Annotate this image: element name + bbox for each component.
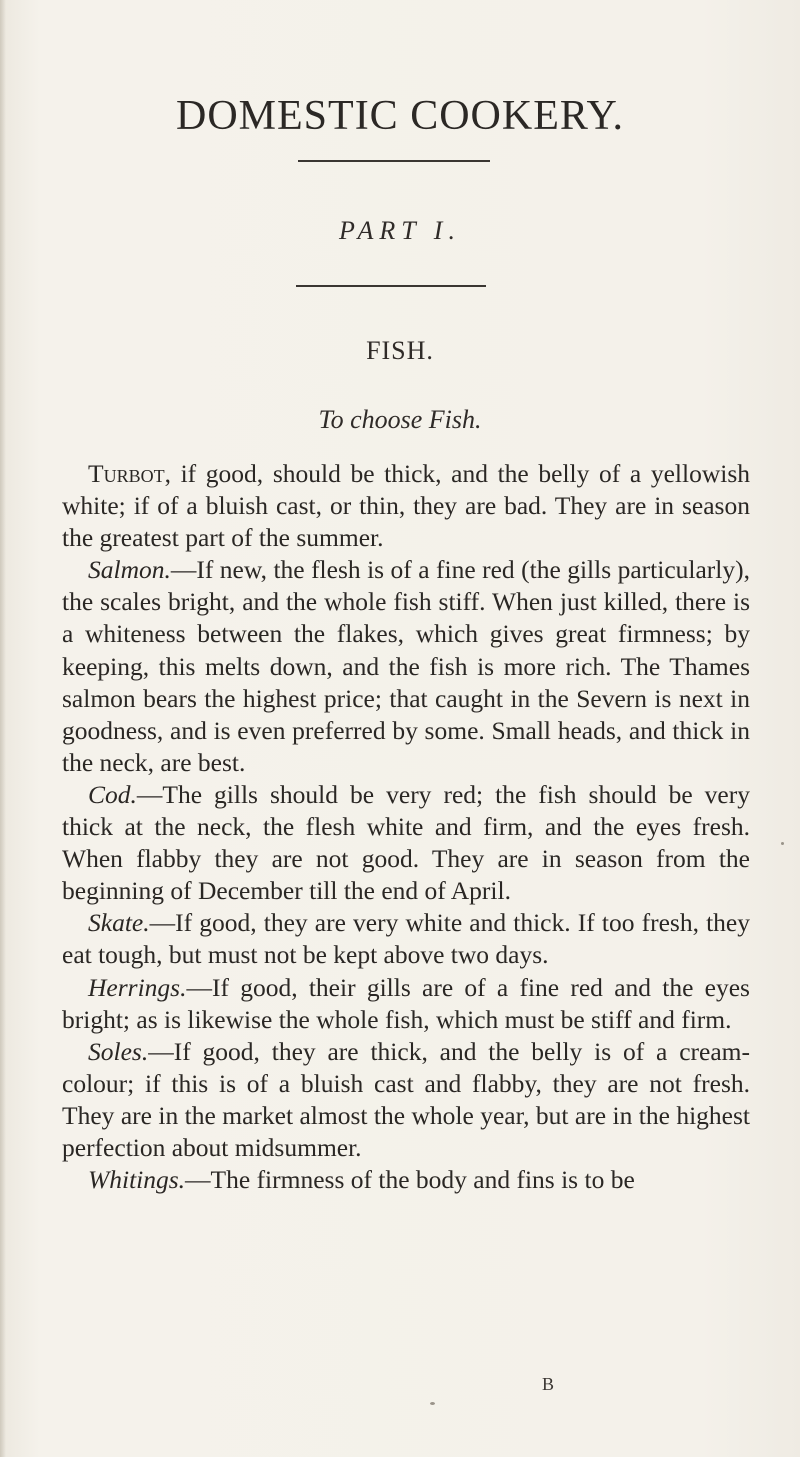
- fish-name-herrings: Herrings.: [88, 972, 187, 1002]
- fish-name-soles: Soles.: [88, 1036, 149, 1066]
- paper-speck: [430, 1402, 435, 1405]
- fish-name-cod: Cod.: [88, 779, 137, 809]
- paragraph-text: —If good, their gills are of a fine red and the eyes bright; as is likewise the whole fish, which must be stiff and firm.: [62, 972, 750, 1034]
- paragraph-skate: [62, 907, 750, 971]
- paper-speck: [781, 842, 784, 845]
- fish-name-whitings: Whitings.: [88, 1165, 186, 1195]
- paragraph-salmon: [62, 554, 750, 779]
- book-title: DOMESTIC COOKERY.: [176, 93, 624, 139]
- fish-name-salmon: Salmon.: [88, 555, 171, 585]
- paragraph-text: —If new, the flesh is of a fine red (the gills particularly), the scales bright, and the whole fish stiff. When just killed, there is a whiteness between the flakes, which gives great firmness; by keeping, this melts down, and the fish is more rich. The Thames salmon bears the highest price; that caught in the Severn is next in goodness, and is even preferred by some. Small heads, and thick in the neck, are best.: [62, 555, 750, 777]
- paragraph-cod: [62, 779, 750, 907]
- signature-mark: B: [542, 1374, 555, 1394]
- fish-name-turbot: Turbot,: [88, 459, 171, 488]
- paragraph-text: —If good, they are thick, and the belly is of a cream-colour; if this is of a bluish cast and flabby, they are not fresh. They are in the market almost the whole year, but are in the highest perfection about midsummer.: [62, 1036, 750, 1162]
- paragraph-herrings: [62, 972, 750, 1036]
- paragraph-turbot: [62, 458, 750, 554]
- part-heading: PART I.: [339, 216, 461, 245]
- subsection-heading: To choose Fish.: [318, 405, 482, 434]
- body-text: [62, 458, 750, 1196]
- section-heading: FISH.: [366, 336, 434, 365]
- fish-name-skate: Skate.: [88, 908, 150, 938]
- top-rule: [298, 160, 490, 162]
- bottom-rule: [296, 285, 486, 287]
- paragraph-text: if good, should be thick, and the belly of a yellowish white; if of a bluish cast, or thin, they are bad. They are in season the greatest part of the summer.: [62, 459, 750, 553]
- paragraph-text: —The firmness of the body and fins is to be: [185, 1165, 635, 1195]
- paragraph-soles: [62, 1036, 750, 1164]
- paragraph-whitings: [62, 1164, 750, 1196]
- paragraph-text: —The gills should be very red; the fish should be very thick at the neck, the flesh white and firm, and the eyes fresh. When flabby they are not good. They are in season from the beginning of December till the end of April.: [62, 779, 750, 906]
- paragraph-text: —If good, they are very white and thick. If too fresh, they eat tough, but must not be kept above two days.: [62, 908, 750, 970]
